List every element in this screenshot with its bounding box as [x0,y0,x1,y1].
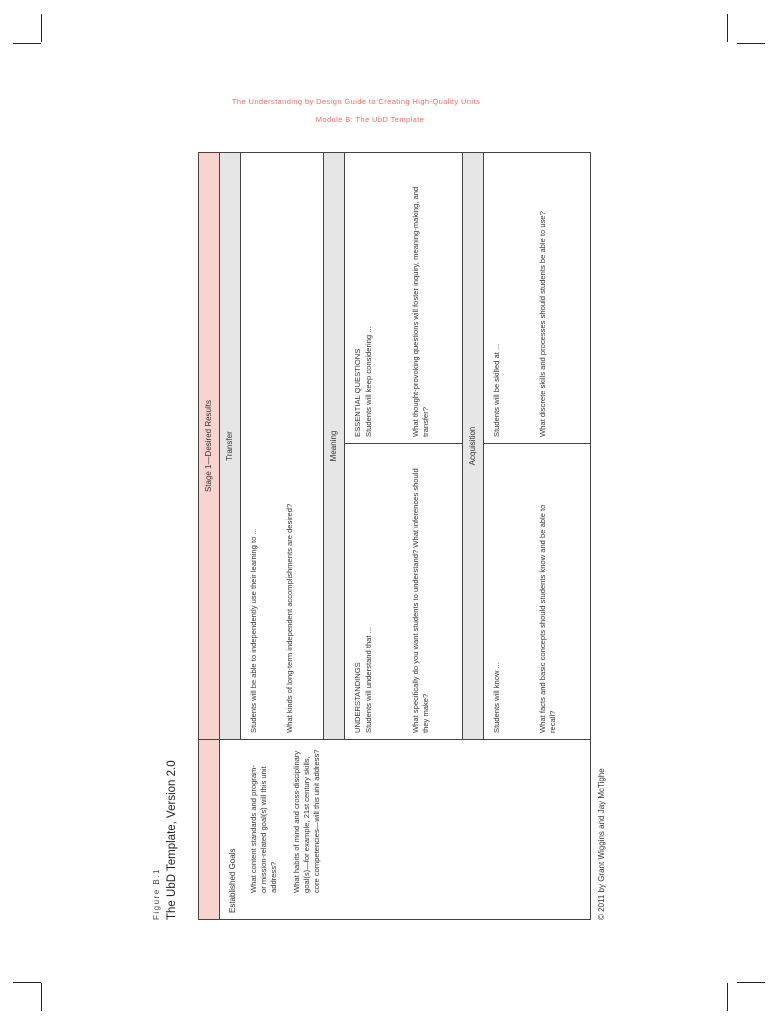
goals-question-1: What content standards and program- or mission-related goal(s) will this unit address? [249,765,278,893]
stage-heading: Stage 1—Desired Results [199,153,220,739]
crop-mark [41,14,42,42]
understandings-heading: UNDERSTANDINGS [353,662,362,733]
essential-questions-cell [345,153,462,443]
crop-mark [727,983,728,1011]
module-title: Module B: The UbD Template [315,115,425,124]
copyright-notice: © 2011 by Grant Wiggins and Jay McTighe [597,768,606,920]
desired-results-area [199,153,590,739]
transfer-prompt: Students will be able to independently use their learning to ... [249,528,258,733]
crop-mark [727,14,728,42]
understandings-question: What specifically do you want students to understand? What inferences should they make? [411,468,430,733]
crop-mark [737,43,765,44]
acquisition-section [484,153,590,739]
transfer-section [241,153,324,739]
goals-question-2: What habits of mind and cross-disciplinary goal(s)—for example, 21st century skills, core competencies—will this unit address? [292,749,321,893]
crop-mark [41,983,42,1011]
figure-label: Figure B.1 [152,868,161,920]
skilled-prompt: Students will be skilled at ... [492,343,501,437]
skilled-cell [484,153,590,443]
figure-title: The UbD Template, Version 2.0 [166,760,178,920]
established-goals-column [199,739,590,919]
meaning-heading: Meaning [324,153,345,739]
crop-mark [737,982,765,983]
understandings-cell [345,443,462,739]
established-goals-heading: Established Goals [228,848,237,913]
meaning-section [345,153,463,739]
know-prompt: Students will know ... [492,662,501,733]
skilled-question: What discrete skills and processes should students be able to use? [538,211,547,437]
crop-mark [13,982,41,983]
essential-questions-question: What thought-provoking questions will foster inquiry, meaning-making, and transfer? [411,186,430,437]
acquisition-heading: Acquisition [463,153,484,739]
ubd-template-table [198,152,591,920]
goals-header-band [199,740,220,919]
figure-rotated [140,140,620,920]
essential-questions-prompt: Students will keep considering ... [364,326,373,437]
know-question: What facts and basic concepts should students know and be able to recall? [538,504,557,733]
understandings-prompt: Students will understand that ... [364,627,373,733]
transfer-heading: Transfer [220,153,241,739]
guide-title: The Understanding by Design Guide to Creating High-Quality Units [231,97,481,106]
essential-questions-heading: ESSENTIAL QUESTIONS [353,348,362,437]
transfer-question: What kinds of long-term independent accomplishments are desired? [285,503,294,733]
crop-mark [13,43,41,44]
know-cell [484,443,590,739]
